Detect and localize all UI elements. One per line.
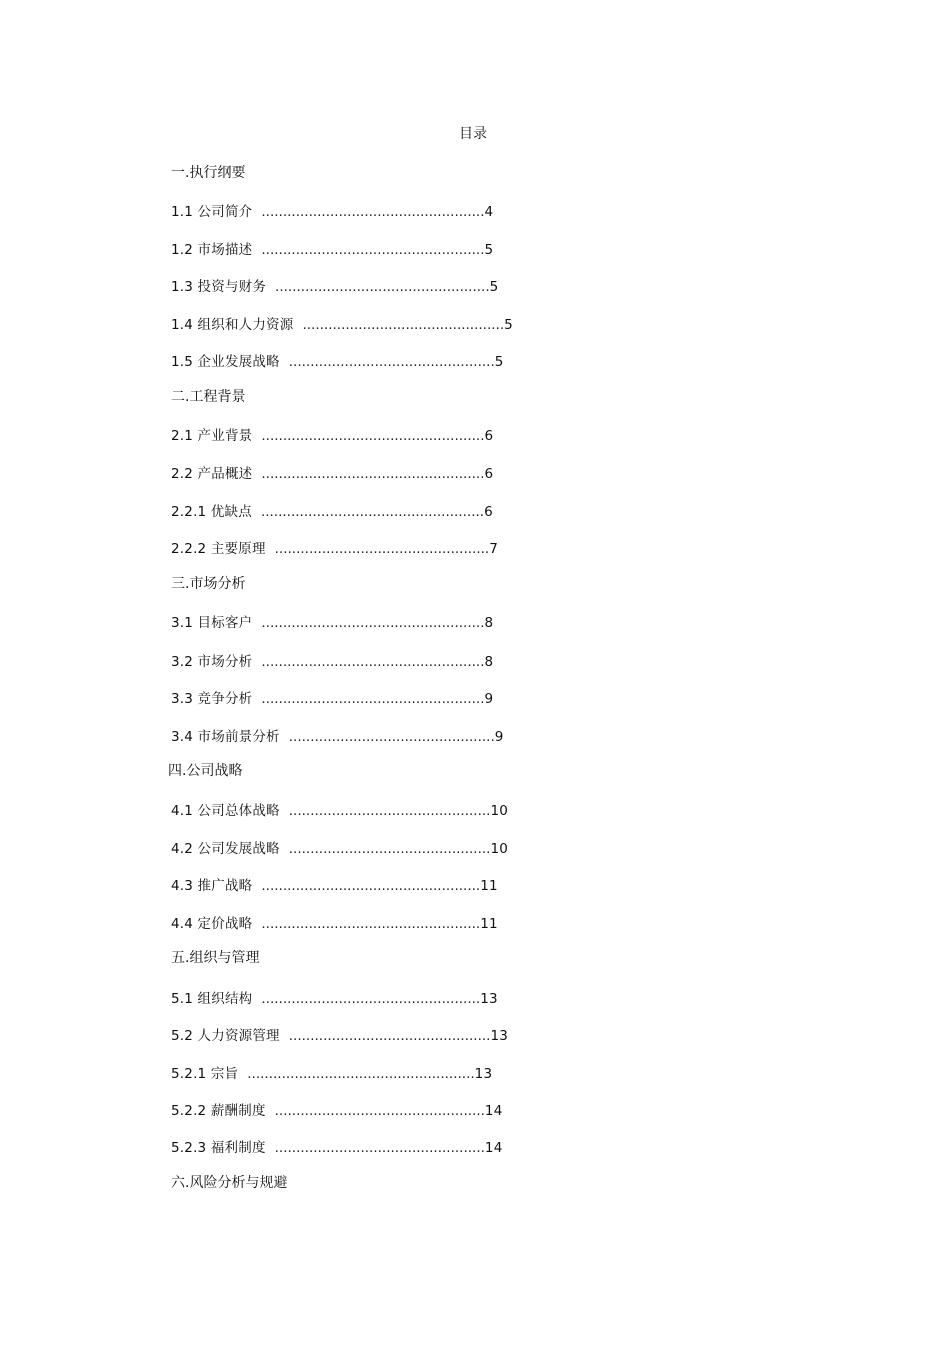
toc-entry[interactable] — [171, 539, 498, 559]
toc-entry-label: 1.4 组织和人力资源 — [171, 317, 294, 333]
toc-page-number: 8 — [484, 654, 494, 670]
toc-entry[interactable] — [171, 689, 493, 709]
toc-leader-dots: ................................................. — [274, 1103, 485, 1119]
toc-page-number: 5 — [484, 242, 494, 258]
toc-entry[interactable] — [171, 426, 493, 446]
toc-entry-label: 2.2.2 主要原理 — [171, 541, 266, 557]
toc-page-number: 10 — [490, 841, 509, 857]
toc-page-number: 14 — [484, 1140, 503, 1156]
toc-section-heading: 一.执行纲要 — [171, 165, 246, 181]
toc-entry[interactable] — [171, 1026, 508, 1046]
toc-entry[interactable] — [171, 352, 504, 372]
toc-entry[interactable] — [171, 652, 493, 672]
toc-entry[interactable] — [171, 202, 493, 222]
toc-page-number: 13 — [474, 1066, 493, 1082]
toc-leader-dots: .................................................... — [261, 204, 485, 220]
toc-leader-dots: ................................................... — [261, 878, 481, 894]
toc-leader-dots: ................................................... — [261, 991, 481, 1007]
toc-entry-label: 1.3 投资与财务 — [171, 279, 267, 295]
toc-page-number: 9 — [494, 729, 504, 745]
toc-leader-dots: ................................................. — [274, 1140, 485, 1156]
toc-page-number: 6 — [484, 466, 494, 482]
toc-entry[interactable] — [171, 914, 498, 934]
toc-entry[interactable] — [171, 801, 508, 821]
toc-section-heading: 三.市场分析 — [171, 576, 246, 592]
toc-entry-label: 4.4 定价战略 — [171, 916, 253, 932]
toc-entry[interactable] — [171, 727, 504, 747]
toc-entry[interactable] — [171, 1138, 503, 1158]
toc-entry[interactable] — [171, 613, 493, 633]
toc-entry-label: 3.4 市场前景分析 — [171, 729, 280, 745]
toc-page-number: 11 — [480, 878, 498, 894]
toc-page-number: 7 — [489, 541, 499, 557]
toc-entry-label: 5.2 人力资源管理 — [171, 1028, 280, 1044]
toc-entry-label: 3.1 目标客户 — [171, 615, 253, 631]
toc-page-number: 11 — [480, 916, 498, 932]
toc-section-heading: 二.工程背景 — [171, 389, 246, 405]
toc-leader-dots: ............................................... — [288, 841, 491, 857]
toc-entry-label: 1.5 企业发展战略 — [171, 354, 280, 370]
toc-page-number: 10 — [490, 803, 509, 819]
toc-leader-dots: ................................................... — [261, 916, 481, 932]
toc-entry[interactable] — [171, 876, 498, 896]
toc-section-heading: 六.风险分析与规避 — [171, 1175, 288, 1191]
toc-entry-label: 4.1 公司总体战略 — [171, 803, 280, 819]
toc-page-number: 5 — [489, 279, 499, 295]
toc-leader-dots: .................................................... — [260, 504, 485, 520]
toc-title: 目录 — [459, 126, 487, 142]
toc-entry-label: 2.2.1 优缺点 — [171, 504, 252, 520]
toc-entry-label: 1.1 公司简介 — [171, 204, 253, 220]
toc-entry-label: 4.2 公司发展战略 — [171, 841, 280, 857]
toc-page-number: 9 — [484, 691, 494, 707]
toc-leader-dots: ................................................ — [288, 354, 495, 370]
toc-page-number: 5 — [504, 317, 513, 333]
toc-section-heading: 五.组织与管理 — [171, 950, 260, 966]
toc-entry-label: 2.1 产业背景 — [171, 428, 253, 444]
toc-page-number: 6 — [484, 428, 494, 444]
toc-entry-label: 4.3 推广战略 — [171, 878, 253, 894]
toc-entry[interactable] — [171, 839, 508, 859]
toc-entry[interactable] — [171, 315, 513, 335]
toc-entry-label: 5.2.2 薪酬制度 — [171, 1103, 266, 1119]
toc-leader-dots: .................................................... — [261, 466, 485, 482]
toc-entry[interactable] — [171, 1101, 503, 1121]
toc-leader-dots: .................................................... — [261, 654, 485, 670]
toc-leader-dots: .................................................. — [274, 541, 490, 557]
toc-page-number: 13 — [480, 991, 498, 1007]
toc-leader-dots: .................................................... — [261, 242, 485, 258]
toc-leader-dots: .................................................... — [261, 428, 485, 444]
toc-entry[interactable] — [171, 240, 493, 260]
toc-leader-dots: .................................................... — [261, 691, 485, 707]
toc-page-number: 5 — [494, 354, 504, 370]
toc-leader-dots: .................................................. — [275, 279, 490, 295]
toc-entry[interactable] — [171, 989, 498, 1009]
toc-entry[interactable] — [171, 502, 493, 522]
toc-page-number: 4 — [484, 204, 494, 220]
toc-leader-dots: ................................................ — [288, 729, 495, 745]
toc-entry-label: 5.1 组织结构 — [171, 991, 253, 1007]
toc-page-number: 13 — [490, 1028, 509, 1044]
toc-page-number: 6 — [484, 504, 493, 520]
toc-leader-dots: ..................................................... — [247, 1066, 475, 1082]
toc-section-heading: 四.公司战略 — [168, 763, 243, 779]
toc-leader-dots: .................................................... — [261, 615, 485, 631]
toc-page-number: 8 — [484, 615, 494, 631]
toc-entry[interactable] — [171, 277, 498, 297]
toc-entry-label: 5.2.3 福利制度 — [171, 1140, 266, 1156]
toc-leader-dots: ............................................... — [288, 1028, 491, 1044]
toc-entry-label: 3.2 市场分析 — [171, 654, 253, 670]
toc-entry-label: 2.2 产品概述 — [171, 466, 253, 482]
toc-entry-label: 1.2 市场描述 — [171, 242, 253, 258]
toc-entry[interactable] — [171, 464, 493, 484]
toc-page-number: 14 — [484, 1103, 503, 1119]
toc-leader-dots: ............................................... — [302, 317, 505, 333]
toc-entry-label: 5.2.1 宗旨 — [171, 1066, 239, 1082]
toc-leader-dots: ............................................... — [288, 803, 491, 819]
toc-entry-label: 3.3 竞争分析 — [171, 691, 253, 707]
toc-entry[interactable] — [171, 1064, 492, 1084]
